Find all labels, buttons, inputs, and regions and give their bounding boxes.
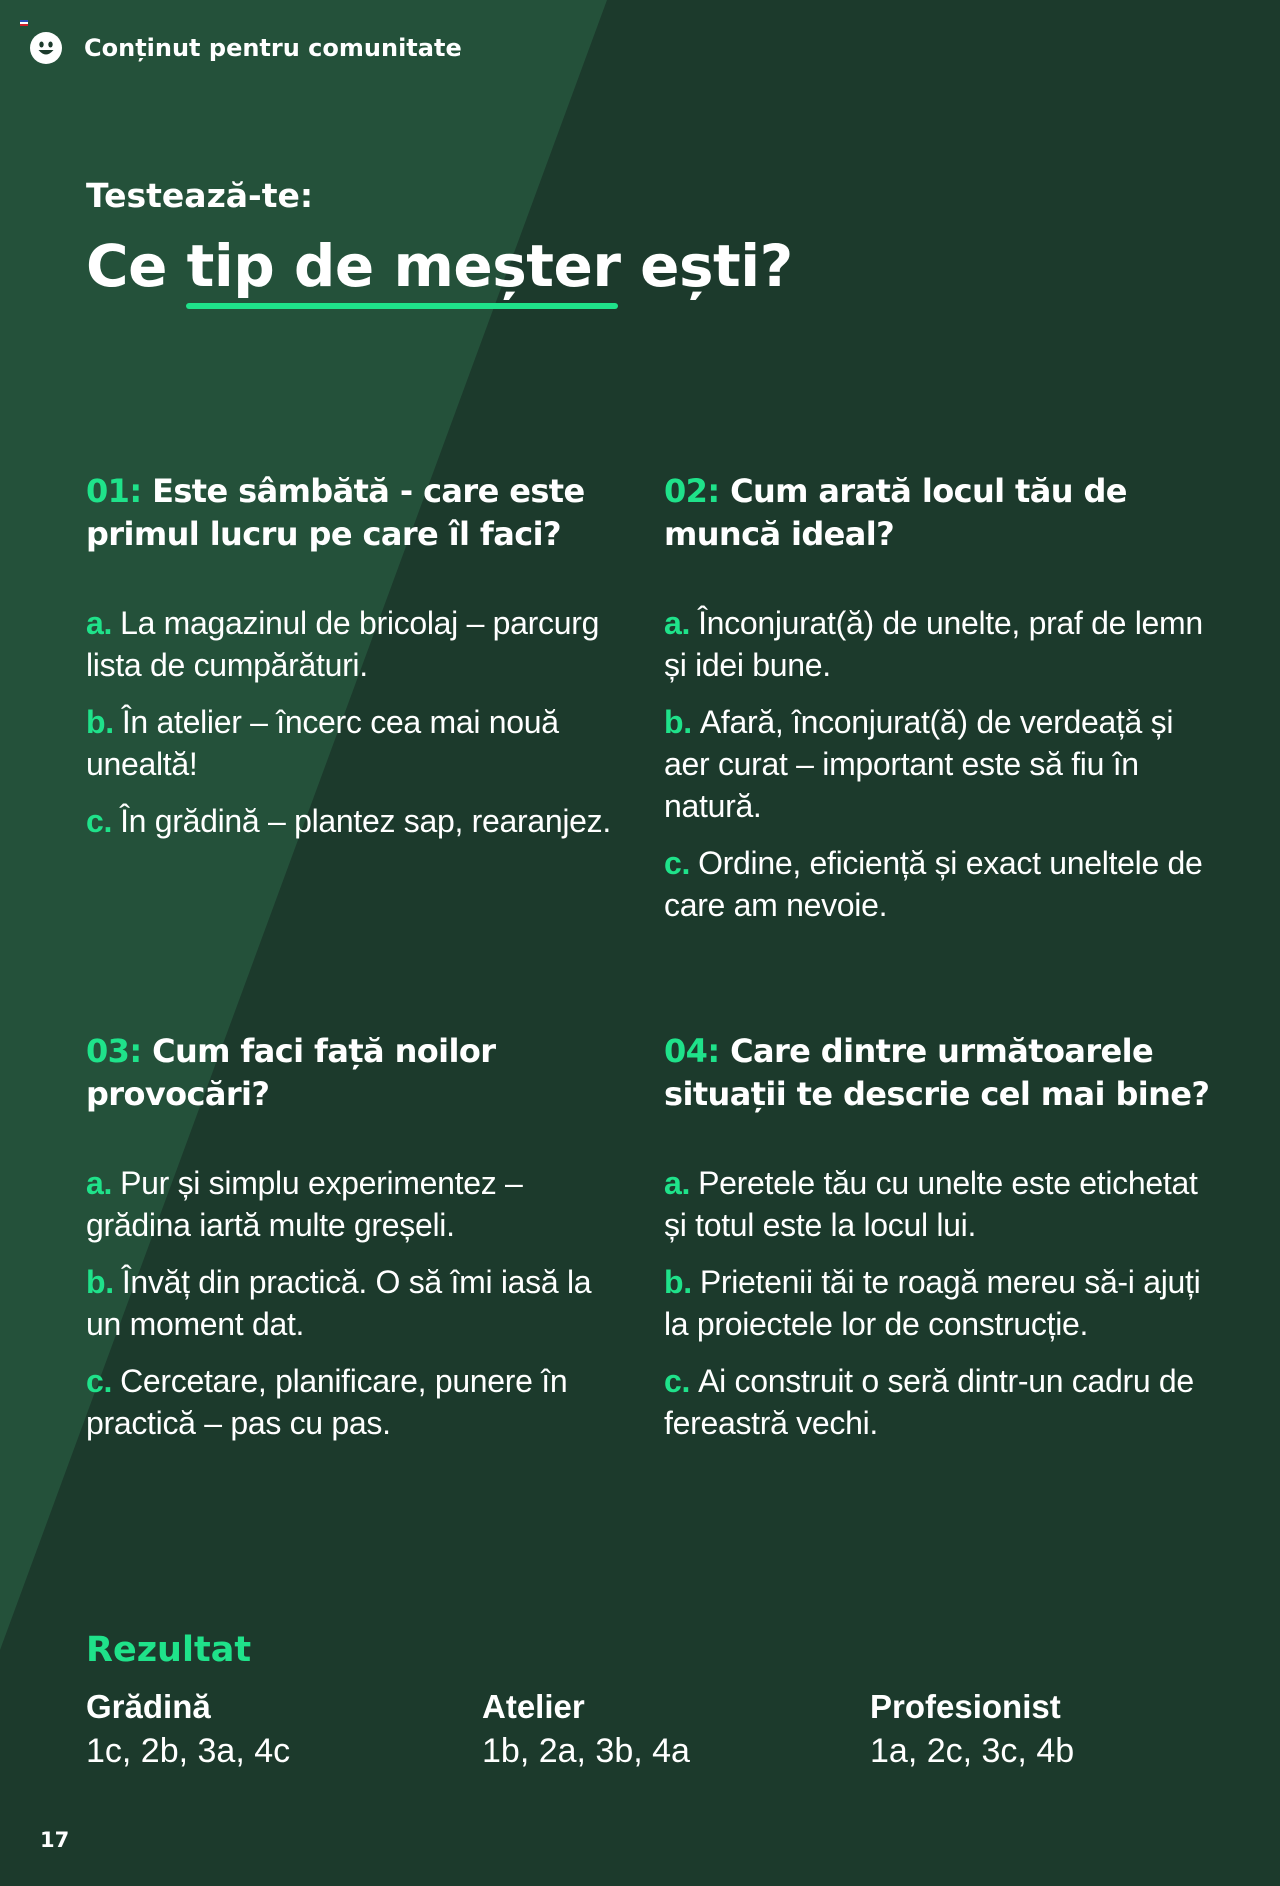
- question-number: 01:: [86, 472, 142, 510]
- result-type-combo: 1a, 2c, 3c, 4b: [870, 1732, 1075, 1770]
- result-type-atelier: [482, 1686, 690, 1772]
- option-text: Ordine, eficiență și exact uneltele de care am nevoie.: [664, 845, 1203, 923]
- option-letter: b.: [664, 704, 692, 740]
- answer-option: [86, 1360, 626, 1444]
- question-text: Care dintre următoarele situații te descrie cel mai bine?: [664, 1032, 1210, 1113]
- answer-option: [664, 1162, 1224, 1246]
- option-letter: c.: [664, 1363, 691, 1399]
- option-letter: a.: [86, 1165, 113, 1201]
- answer-option: [86, 701, 626, 785]
- option-text: În grădină – plantez sap, rearanjez.: [120, 803, 611, 839]
- answer-option: [86, 1162, 626, 1246]
- option-letter: a.: [86, 605, 113, 641]
- question-heading: [664, 1030, 1224, 1116]
- section-header: [30, 32, 462, 64]
- option-text: Prietenii tăi te roagă mereu să-i ajuți la proiectele lor de construcție.: [664, 1264, 1201, 1342]
- option-text: Afară, înconjurat(ă) de verdeață și aer curat – important este să fiu în natură.: [664, 704, 1174, 824]
- result-type-combo: 1c, 2b, 3a, 4c: [86, 1732, 291, 1770]
- question-1: [86, 470, 626, 857]
- result-type-profesionist: [870, 1686, 1074, 1772]
- option-letter: a.: [664, 1165, 691, 1201]
- option-letter: a.: [664, 605, 691, 641]
- answer-option: [86, 602, 626, 686]
- option-letter: c.: [86, 1363, 113, 1399]
- option-text: Înconjurat(ă) de unelte, praf de lemn și idei bune.: [664, 605, 1203, 683]
- option-letter: c.: [86, 803, 113, 839]
- option-text: Peretele tău cu unelte este etichetat și totul este la locul lui.: [664, 1165, 1198, 1243]
- question-number: 03:: [86, 1032, 142, 1070]
- question-heading: [86, 1030, 626, 1116]
- flag-icon: [20, 20, 28, 26]
- result-type-name: Atelier: [482, 1688, 585, 1725]
- option-text: Ai construit o seră dintr-un cadru de fereastră vechi.: [664, 1363, 1194, 1441]
- result-type-name: Profesionist: [870, 1688, 1061, 1725]
- question-3: [86, 1030, 626, 1459]
- answer-option: [664, 1360, 1224, 1444]
- answer-option: [86, 1261, 626, 1345]
- question-heading: [86, 470, 626, 556]
- question-2: [664, 470, 1204, 941]
- result-type-name: Grădină: [86, 1688, 211, 1725]
- option-text: Cercetare, planificare, punere în practică – pas cu pas.: [86, 1363, 568, 1441]
- title-underline: [186, 303, 618, 309]
- option-letter: b.: [664, 1264, 692, 1300]
- option-text: În atelier – încerc cea mai nouă unealtă!: [86, 704, 559, 782]
- question-text: Cum faci față noilor provocări?: [86, 1032, 496, 1113]
- answer-option: [664, 701, 1204, 827]
- result-type-gradina: [86, 1686, 290, 1772]
- smiley-icon: [30, 32, 62, 64]
- option-letter: b.: [86, 1264, 114, 1300]
- question-number: 02:: [664, 472, 720, 510]
- page-title: Ce tip de meșter ești?: [86, 232, 793, 300]
- answer-option: [86, 800, 626, 842]
- option-letter: b.: [86, 704, 114, 740]
- result-heading: Rezultat: [86, 1630, 252, 1670]
- quiz-kicker: Testează-te:: [86, 176, 314, 215]
- question-text: Cum arată locul tău de muncă ideal?: [664, 472, 1127, 553]
- section-title: Conținut pentru comunitate: [84, 34, 462, 62]
- option-text: La magazinul de bricolaj – parcurg lista de cumpărături.: [86, 605, 600, 683]
- page-number: 17: [40, 1828, 70, 1852]
- answer-option: [664, 842, 1204, 926]
- option-text: Învăț din practică. O să îmi iasă la un moment dat.: [86, 1264, 592, 1342]
- option-letter: c.: [664, 845, 691, 881]
- answer-option: [664, 1261, 1224, 1345]
- question-heading: [664, 470, 1204, 556]
- question-number: 04:: [664, 1032, 720, 1070]
- question-text: Este sâmbătă - care este primul lucru pe care îl faci?: [86, 472, 585, 553]
- result-type-combo: 1b, 2a, 3b, 4a: [482, 1732, 690, 1770]
- question-4: [664, 1030, 1224, 1459]
- option-text: Pur și simplu experimentez – grădina iartă multe greșeli.: [86, 1165, 523, 1243]
- answer-option: [664, 602, 1204, 686]
